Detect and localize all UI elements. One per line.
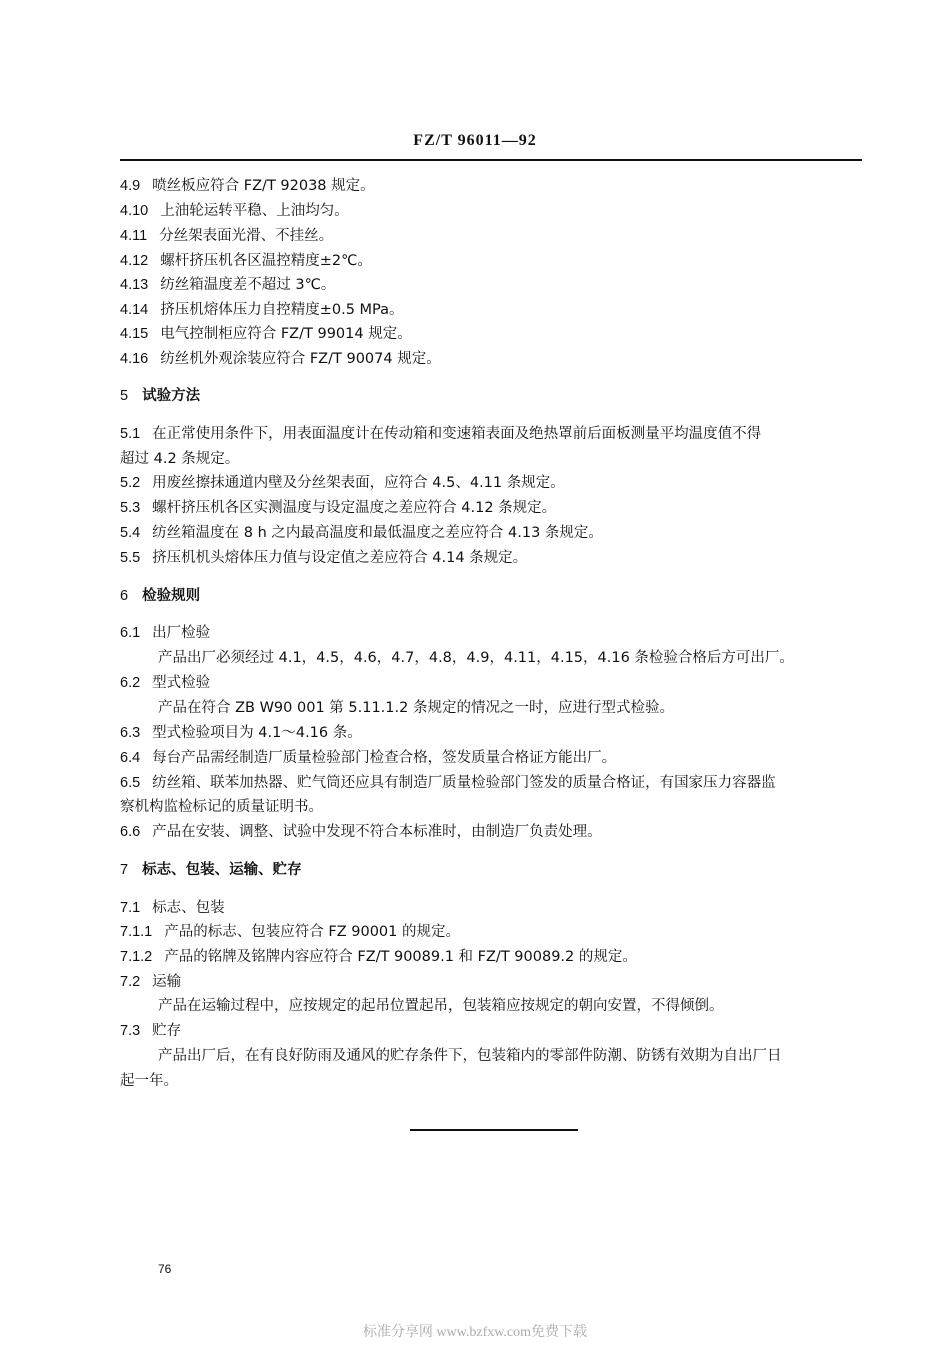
clause-body: 产品在运输过程中，应按规定的起吊位置起吊，包装箱应按规定的朝向安置，不得倾倒。 — [158, 998, 724, 1014]
clause-text: 纺丝机外观涂装应符合 FZ/T 90074 规定。 — [160, 351, 441, 367]
clause-text: 上油轮运转平稳、上油均匀。 — [160, 203, 349, 219]
clause-body: 产品出厂必须经过 4.1，4.5，4.6，4.7，4.8，4.9，4.11，4.15，4.16 条检验合格后方可出厂。 — [158, 650, 794, 666]
clause-text: 螺杆挤压机各区实测温度与设定温度之差应符合 4.12 条规定。 — [152, 500, 557, 516]
document-code-header: FZ/T 96011—92 — [413, 132, 537, 149]
clause-number: 5.2 — [120, 475, 141, 491]
clause-text: 电气控制柜应符合 FZ/T 99014 规定。 — [160, 326, 412, 342]
section-title: 检验规则 — [142, 588, 201, 604]
clause-number: 6.3 — [120, 725, 141, 741]
clause-number: 5.5 — [120, 550, 141, 566]
clause-number: 7.1 — [120, 900, 141, 916]
clause — [120, 201, 349, 221]
clause — [120, 498, 556, 518]
clause-text: 用废丝擦抹通道内壁及分丝架表面，应符合 4.5、4.11 条规定。 — [152, 475, 565, 491]
section-title: 试验方法 — [142, 388, 201, 404]
clause — [120, 349, 441, 369]
clause-body: 产品在符合 ZB W90 001 第 5.11.1.2 条规定的情况之一时，应进行型式检验。 — [158, 700, 674, 716]
clause-number: 5.1 — [120, 426, 141, 442]
section-heading-7 — [120, 860, 302, 880]
section-title: 标志、包装、运输、贮存 — [142, 862, 302, 878]
clause-text: 型式检验项目为 4.1～4.16 条。 — [152, 725, 362, 741]
clause-number: 7.1.2 — [120, 949, 153, 965]
watermark: 标准分享网 www.bzfxw.com免费下载 — [362, 1325, 588, 1340]
clause — [120, 723, 362, 743]
section-heading-5 — [120, 386, 200, 406]
clause — [120, 898, 225, 918]
clause — [120, 251, 372, 271]
clause-text: 产品的标志、包装应符合 FZ 90001 的规定。 — [164, 924, 460, 940]
clause — [120, 324, 412, 344]
clause-text: 贮存 — [152, 1023, 182, 1039]
section-heading-6 — [120, 586, 200, 606]
clause-text: 产品在安装、调整、试验中发现不符合本标准时，由制造厂负责处理。 — [152, 824, 602, 840]
clause — [120, 473, 565, 493]
end-rule — [410, 1129, 578, 1131]
clause — [120, 176, 375, 196]
clause-number: 6.5 — [120, 775, 141, 791]
clause-number: 4.12 — [120, 253, 149, 269]
page-number: 76 — [158, 1262, 172, 1276]
section-number: 7 — [120, 862, 129, 878]
clause-number: 6.4 — [120, 750, 141, 766]
clause — [120, 226, 333, 246]
clause — [120, 275, 335, 295]
clause-text: 标志、包装 — [152, 900, 225, 916]
clause — [120, 922, 460, 942]
clause-body: 产品出厂后，在有良好防雨及通风的贮存条件下，包装箱内的零部件防潮、防锈有效期为自出厂日 — [158, 1048, 782, 1064]
clause-text: 在正常使用条件下，用表面温度计在传动箱和变速箱表面及绝热罩前后面板测量平均温度值不得 — [152, 426, 762, 442]
clause-text: 纺丝箱、联苯加热器、贮气筒还应具有制造厂质量检验部门签发的质量合格证，有国家压力容器监 — [152, 775, 776, 791]
clause-number: 7.1.1 — [120, 924, 153, 940]
clause — [120, 972, 181, 992]
clause-text: 运输 — [152, 974, 182, 990]
clause-continuation: 起一年。 — [120, 1073, 178, 1089]
clause-number: 6.1 — [120, 625, 141, 641]
clause-number: 5.3 — [120, 500, 141, 516]
clause — [120, 623, 210, 643]
clause-text: 出厂检验 — [152, 625, 211, 641]
clause-number: 4.10 — [120, 203, 149, 219]
section-number: 6 — [120, 588, 129, 604]
clause-number: 4.16 — [120, 351, 149, 367]
clause-text: 挤压机机头熔体压力值与设定值之差应符合 4.14 条规定。 — [152, 550, 528, 566]
clause-text: 纺丝箱温度差不超过 3℃。 — [160, 277, 336, 293]
clause-number: 7.3 — [120, 1023, 141, 1039]
clause-text: 产品的铭牌及铭牌内容应符合 FZ/T 90089.1 和 FZ/T 90089.2 的规定。 — [164, 949, 637, 965]
clause — [120, 822, 602, 842]
clause-text: 喷丝板应符合 FZ/T 92038 规定。 — [152, 178, 375, 194]
clause-text: 每台产品需经制造厂质量检验部门检查合格，签发质量合格证方能出厂。 — [152, 750, 617, 766]
clause — [120, 300, 404, 320]
clause — [120, 748, 616, 768]
clause-number: 7.2 — [120, 974, 141, 990]
clause-number: 4.13 — [120, 277, 149, 293]
clause — [120, 947, 637, 967]
clause — [120, 548, 527, 568]
clause-number: 4.14 — [120, 302, 149, 318]
clause-text: 型式检验 — [152, 675, 211, 691]
section-number: 5 — [120, 388, 129, 404]
clause-text: 螺杆挤压机各区温控精度±2℃。 — [160, 253, 372, 269]
clause — [120, 523, 603, 543]
clause-continuation: 察机构监检标记的质量证明书。 — [120, 799, 323, 815]
clause-number: 4.11 — [120, 228, 148, 244]
header-rule — [120, 159, 862, 161]
clause-text: 挤压机熔体压力自控精度±0.5 MPa。 — [160, 302, 404, 318]
clause-number: 6.6 — [120, 824, 141, 840]
clause — [120, 1021, 181, 1041]
clause-number: 6.2 — [120, 675, 141, 691]
clause — [120, 673, 210, 693]
clause-text: 分丝架表面光滑、不挂丝。 — [159, 228, 334, 244]
clause-continuation: 超过 4.2 条规定。 — [120, 451, 240, 467]
clause-number: 4.15 — [120, 326, 149, 342]
clause-text: 纺丝箱温度在 8 h 之内最高温度和最低温度之差应符合 4.13 条规定。 — [152, 525, 603, 541]
clause — [120, 424, 761, 444]
clause-number: 5.4 — [120, 525, 141, 541]
clause — [120, 773, 776, 793]
clause-number: 4.9 — [120, 178, 141, 194]
